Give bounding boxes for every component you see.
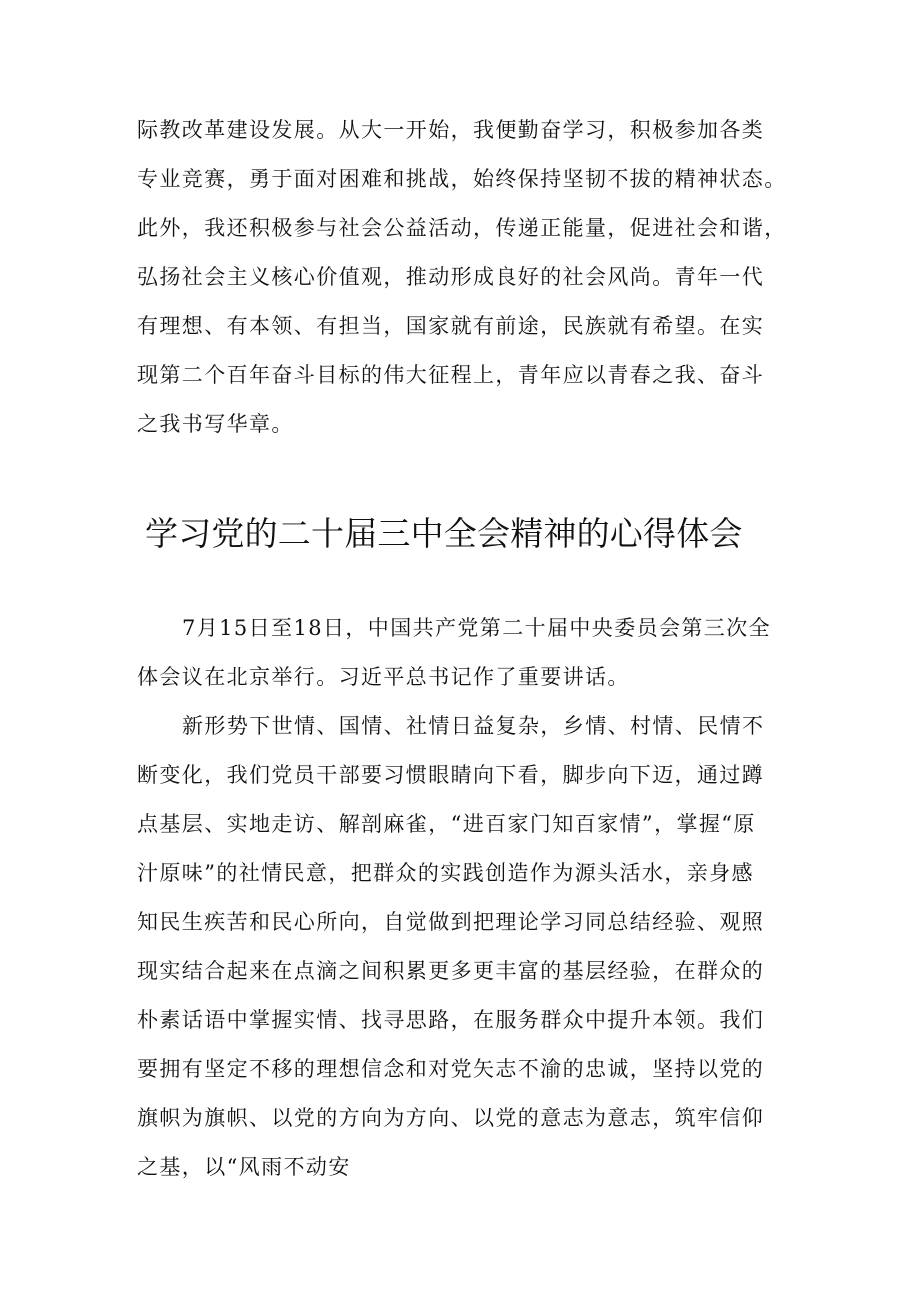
paragraph-line: 专业竞赛，勇于面对困难和挑战，始终保持坚韧不拔的精神状态。 [137,167,787,191]
paragraph-line: 际教改革建设发展。从大一开始，我便勤奋学习，积极参加各类 [137,118,765,142]
paragraph-line: 之我书写华章。 [137,412,294,436]
paragraph-line: 有理想、有本领、有担当，国家就有前途，民族就有希望。在实 [137,314,765,338]
paragraph-line: 体会议在北京举行。习近平总书记作了重要讲话。 [137,665,630,689]
paragraph-line: 断变化，我们党员干部要习惯眼睛向下看，脚步向下迈，通过蹲 [137,763,765,787]
section-title: 学习党的二十届三中全会精神的心得体会 [145,514,743,553]
paragraph-line: 点基层、实地走访、解剖麻雀，“进百家门知百家情”，掌握“原 [137,812,756,836]
paragraph-line: 旗帜为旗帜、以党的方向为方向、以党的意志为意志，筑牢信仰 [137,1106,765,1130]
paragraph-line: 之基，以“风雨不动安 [137,1155,351,1179]
paragraph-line: 知民生疾苦和民心所向，自觉做到把理论学习同总结经验、观照 [137,910,765,934]
paragraph-line: 新形势下世情、国情、社情日益复杂，乡情、村情、民情不 [182,714,765,738]
paragraph-line: 汁原味”的社情民意，把群众的实践创造作为源头活水，亲身感 [137,861,754,885]
paragraph-line: 7月15日至18日，中国共产党第二十届中央委员会第三次全 [182,616,772,640]
paragraph-line: 此外，我还积极参与社会公益活动，传递正能量，促进社会和谐， [137,216,787,240]
paragraph-line: 现实结合起来在点滴之间积累更多更丰富的基层经验，在群众的 [137,959,765,983]
paragraph-line: 朴素话语中掌握实情、找寻思路，在服务群众中提升本领。我们 [137,1008,765,1032]
paragraph-line: 现第二个百年奋斗目标的伟大征程上，青年应以青春之我、奋斗 [137,363,765,387]
paragraph-line: 要拥有坚定不移的理想信念和对党矢志不渝的忠诚，坚持以党的 [137,1057,765,1081]
paragraph-line: 弘扬社会主义核心价值观，推动形成良好的社会风尚。青年一代 [137,265,765,289]
